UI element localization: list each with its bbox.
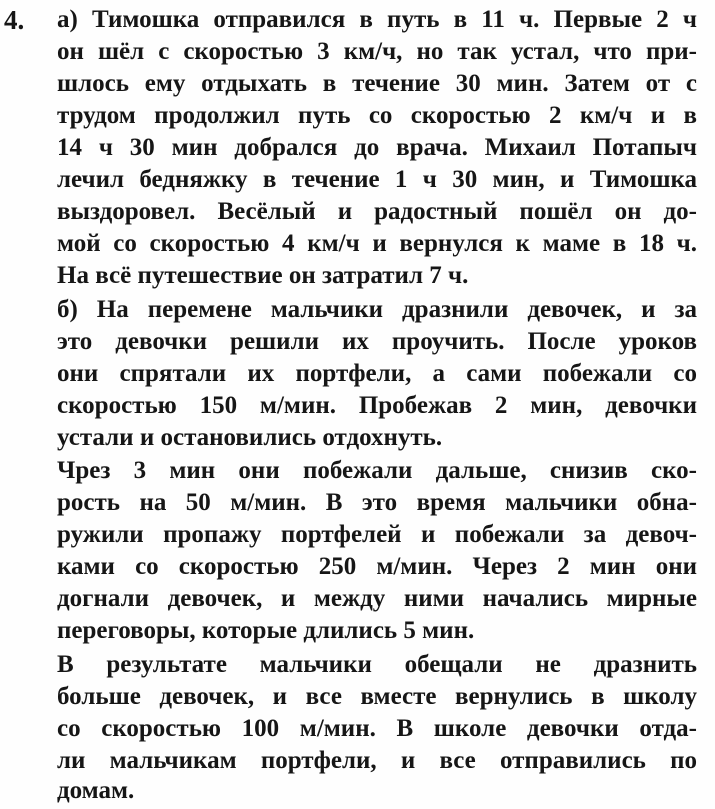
text-line: выздоровел. Весёлый и радостный пошёл он до- (57, 198, 697, 225)
text-line: лечил бедняжку в течение 1 ч 30 мин, и Тимошка (57, 166, 697, 193)
text-line: со скоростью 100 м/мин. В школе девочки отда- (57, 715, 697, 742)
text-line: мой со скоростью 4 км/ч и вернулся к маме в 18 ч. (57, 230, 697, 257)
text-line: ли мальчикам портфели, и все отправились по (57, 747, 697, 774)
text-line: они спрятали их портфели, а сами побежали со (57, 360, 697, 387)
text-line: это девочки решили их проучить. После уроков (57, 328, 697, 355)
text-line: а) Тимошка отправился в путь в 11 ч. Первые 2 ч (57, 6, 697, 33)
text-line: устали и остановились отдохнуть. (57, 424, 443, 451)
text-line: 14 ч 30 мин добрался до врача. Михаил Потапыч (57, 134, 697, 161)
text-line: б) На перемене мальчики дразнили девочек, и за (57, 296, 697, 323)
text-line: рость на 50 м/мин. В это время мальчики обна- (57, 489, 697, 516)
text-line: скоростью 150 м/мин. Пробежав 2 мин, девочки (57, 392, 697, 419)
text-line: догнали девочек, и между ними начались мирные (57, 585, 697, 612)
text-line: переговоры, которые длились 5 мин. (57, 617, 475, 644)
text-line: В результате мальчики обещали не дразнить (57, 651, 697, 678)
text-line: ружили пропажу портфелей и побежали за девоч- (57, 521, 697, 548)
text-line: домам. (57, 777, 135, 804)
text-line: трудом продолжил путь со скоростью 2 км/ч и в (57, 102, 697, 129)
text-line: На всё путешествие он затратил 7 ч. (57, 262, 469, 289)
text-line: Чрез 3 мин они побежали дальше, снизив ско- (57, 457, 697, 484)
text-line: ками со скоростью 250 м/мин. Через 2 мин они (57, 553, 697, 580)
text-line: шлось ему отдыхать в течение 30 мин. Затем от с (57, 70, 697, 97)
text-line: он шёл с скоростью 3 км/ч, но так устал, что при- (57, 38, 697, 65)
task-number: 4. (4, 5, 25, 35)
text-line: больше девочек, и все вместе вернулись в школу (57, 683, 697, 710)
